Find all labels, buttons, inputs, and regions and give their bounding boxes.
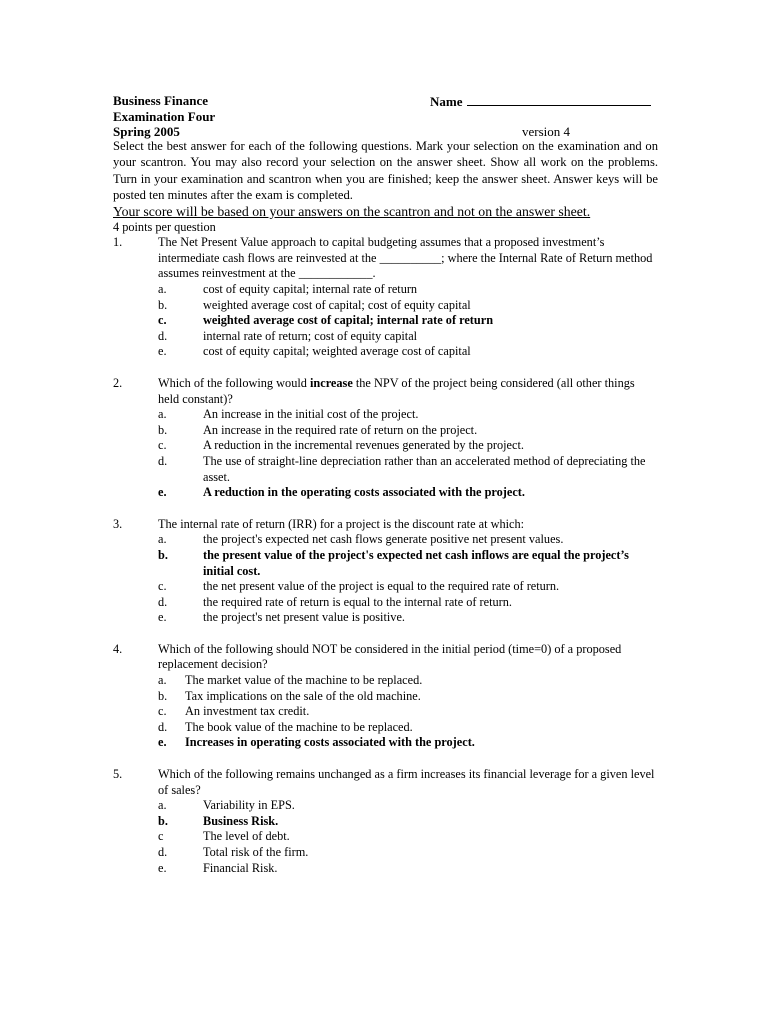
header-left bbox=[113, 93, 215, 140]
option-1d: d. internal rate of return; cost of equity capital bbox=[158, 328, 418, 343]
question-text: The internal rate of return (IRR) for a project is the discount rate at which: bbox=[158, 516, 525, 531]
option-3c: c. the net present value of the project is equal to the required rate of return. bbox=[158, 579, 560, 594]
option-5c: c The level of debt. bbox=[158, 829, 290, 844]
option-2d: d. The use of straight-line depreciation rather than an accelerated method of depreciating the asset. bbox=[158, 453, 646, 484]
question-4 bbox=[113, 642, 658, 751]
question-number: 3. bbox=[113, 516, 123, 531]
question-text: The Net Present Value approach to capital budgeting assumes that a proposed investment’s intermediate cash flows are reinvested at the __________; where the Internal Rate of Return method assumes reinvestment at the ____________. bbox=[158, 235, 653, 281]
question-text: Which of the following should NOT be considered in the initial period (time=0) of a proposed replacement decision? bbox=[158, 641, 622, 672]
exam-page bbox=[113, 93, 658, 876]
option-3e: e. the project's net present value is positive. bbox=[158, 610, 405, 625]
question-3 bbox=[113, 517, 658, 626]
question-1 bbox=[113, 235, 658, 360]
exam-term: Spring 2005 bbox=[113, 124, 180, 140]
option-1c-correct: c. weighted average cost of capital; internal rate of return bbox=[158, 313, 494, 328]
option-4a: a. The market value of the machine to be replaced. bbox=[158, 673, 423, 688]
option-2e-correct: e. A reduction in the operating costs associated with the project. bbox=[158, 485, 525, 500]
question-text: Which of the following remains unchanged as a firm increases its financial leverage for a given level of sales? bbox=[158, 767, 655, 797]
name-label: Name bbox=[430, 94, 463, 109]
option-3a: a. the project's expected net cash flows generate positive net present values. bbox=[158, 532, 564, 547]
instructions: Select the best answer for each of the following questions. Mark your selection on the examination and on your scantron. You may also record your selection on the answer sheet. Show all work on the problems. Turn in your examination and scantron when you are finished; keep the answer sheet. Answer keys will be posted ten minutes after the exam is completed. bbox=[113, 139, 658, 203]
option-1b: b. weighted average cost of capital; cost of equity capital bbox=[158, 297, 471, 312]
name-blank-line bbox=[467, 93, 651, 106]
points-note: 4 points per question bbox=[113, 219, 216, 234]
option-5e: e. Financial Risk. bbox=[158, 860, 278, 875]
name-field bbox=[430, 93, 651, 110]
option-3b-correct: b. the present value of the project's expected net cash inflows are equal the project’s initial cost. bbox=[158, 547, 629, 578]
option-4b: b. Tax implications on the sale of the old machine. bbox=[158, 688, 421, 703]
question-text: Which of the following would increase the NPV of the project being considered (all other things held constant)? bbox=[158, 375, 635, 406]
option-2b: b. An increase in the required rate of return on the project. bbox=[158, 422, 478, 437]
question-number: 2. bbox=[113, 375, 123, 390]
option-4d: d. The book value of the machine to be replaced. bbox=[158, 719, 413, 734]
option-2c: c. A reduction in the incremental revenues generated by the project. bbox=[158, 438, 524, 453]
option-4c: c. An investment tax credit. bbox=[158, 704, 310, 719]
question-number: 5. bbox=[113, 767, 123, 782]
course-title: Business Finance bbox=[113, 93, 208, 108]
keyword-increase: increase bbox=[309, 375, 353, 390]
option-4e-correct: e. Increases in operating costs associated with the project. bbox=[158, 735, 475, 750]
question-number: 4. bbox=[113, 641, 123, 656]
option-5d: d. Total risk of the firm. bbox=[158, 845, 309, 859]
question-number: 1. bbox=[113, 235, 123, 250]
option-2a: a. An increase in the initial cost of the project. bbox=[158, 407, 419, 422]
question-2 bbox=[113, 376, 658, 501]
exam-header bbox=[113, 93, 658, 138]
score-note: Your score will be based on your answers on the scantron and not on the answer sheet. bbox=[113, 203, 591, 219]
question-5 bbox=[113, 767, 658, 876]
version-label: version 4 bbox=[522, 124, 571, 139]
option-1e: e. cost of equity capital; weighted average cost of capital bbox=[158, 344, 471, 359]
exam-title: Examination Four bbox=[113, 108, 216, 124]
option-1a: a. cost of equity capital; internal rate of return bbox=[158, 282, 418, 296]
option-5b-correct: b. Business Risk. bbox=[158, 813, 279, 828]
option-5a: a. Variability in EPS. bbox=[158, 798, 295, 813]
option-3d: d. the required rate of return is equal to the internal rate of return. bbox=[158, 594, 512, 609]
